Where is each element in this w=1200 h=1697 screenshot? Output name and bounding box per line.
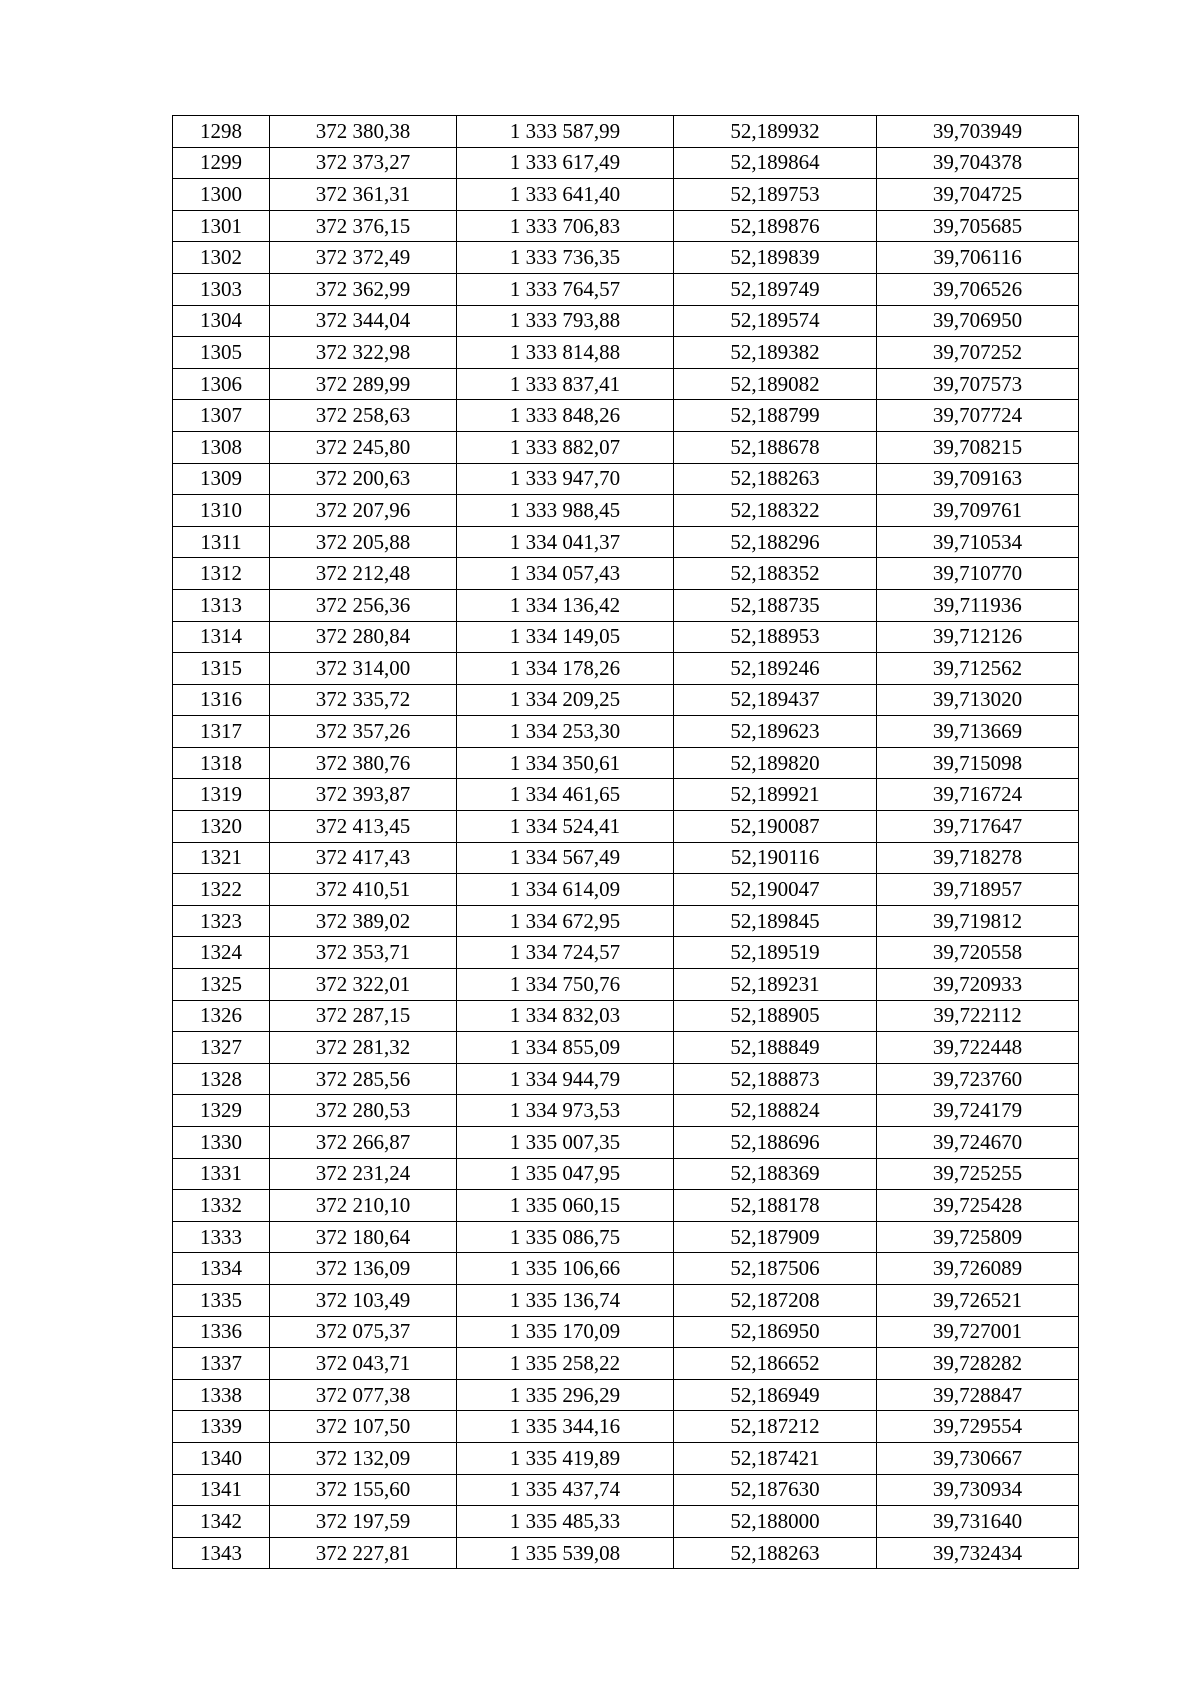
longitude-cell: 39,728282 bbox=[877, 1348, 1079, 1380]
table-row bbox=[173, 653, 1079, 685]
table-row bbox=[173, 1032, 1079, 1064]
y-coordinate-cell: 1 334 350,61 bbox=[457, 747, 674, 779]
table-row bbox=[173, 589, 1079, 621]
point-number-cell: 1315 bbox=[173, 653, 270, 685]
y-coordinate-cell: 1 334 750,76 bbox=[457, 969, 674, 1001]
longitude-cell: 39,718957 bbox=[877, 874, 1079, 906]
table-row bbox=[173, 1474, 1079, 1506]
y-coordinate-cell: 1 334 724,57 bbox=[457, 937, 674, 969]
y-coordinate-cell: 1 333 947,70 bbox=[457, 463, 674, 495]
y-coordinate-cell: 1 334 136,42 bbox=[457, 589, 674, 621]
longitude-cell: 39,715098 bbox=[877, 747, 1079, 779]
y-coordinate-cell: 1 334 057,43 bbox=[457, 558, 674, 590]
point-number-cell: 1322 bbox=[173, 874, 270, 906]
x-coordinate-cell: 372 357,26 bbox=[270, 716, 457, 748]
table-row bbox=[173, 495, 1079, 527]
x-coordinate-cell: 372 136,09 bbox=[270, 1253, 457, 1285]
y-coordinate-cell: 1 335 485,33 bbox=[457, 1506, 674, 1538]
longitude-cell: 39,731640 bbox=[877, 1506, 1079, 1538]
point-number-cell: 1299 bbox=[173, 147, 270, 179]
y-coordinate-cell: 1 335 060,15 bbox=[457, 1190, 674, 1222]
latitude-cell: 52,188263 bbox=[674, 1537, 877, 1569]
x-coordinate-cell: 372 231,24 bbox=[270, 1158, 457, 1190]
longitude-cell: 39,704378 bbox=[877, 147, 1079, 179]
longitude-cell: 39,730667 bbox=[877, 1442, 1079, 1474]
latitude-cell: 52,190047 bbox=[674, 874, 877, 906]
point-number-cell: 1341 bbox=[173, 1474, 270, 1506]
x-coordinate-cell: 372 380,76 bbox=[270, 747, 457, 779]
longitude-cell: 39,706950 bbox=[877, 305, 1079, 337]
longitude-cell: 39,707724 bbox=[877, 400, 1079, 432]
longitude-cell: 39,732434 bbox=[877, 1537, 1079, 1569]
coordinates-table bbox=[172, 115, 1079, 1569]
table-row bbox=[173, 811, 1079, 843]
x-coordinate-cell: 372 280,53 bbox=[270, 1095, 457, 1127]
latitude-cell: 52,188824 bbox=[674, 1095, 877, 1127]
longitude-cell: 39,726089 bbox=[877, 1253, 1079, 1285]
x-coordinate-cell: 372 417,43 bbox=[270, 842, 457, 874]
latitude-cell: 52,189820 bbox=[674, 747, 877, 779]
latitude-cell: 52,189921 bbox=[674, 779, 877, 811]
y-coordinate-cell: 1 335 539,08 bbox=[457, 1537, 674, 1569]
point-number-cell: 1332 bbox=[173, 1190, 270, 1222]
point-number-cell: 1328 bbox=[173, 1063, 270, 1095]
x-coordinate-cell: 372 393,87 bbox=[270, 779, 457, 811]
latitude-cell: 52,188178 bbox=[674, 1190, 877, 1222]
latitude-cell: 52,189845 bbox=[674, 905, 877, 937]
y-coordinate-cell: 1 334 209,25 bbox=[457, 684, 674, 716]
point-number-cell: 1300 bbox=[173, 179, 270, 211]
y-coordinate-cell: 1 334 832,03 bbox=[457, 1000, 674, 1032]
longitude-cell: 39,722448 bbox=[877, 1032, 1079, 1064]
point-number-cell: 1314 bbox=[173, 621, 270, 653]
point-number-cell: 1304 bbox=[173, 305, 270, 337]
point-number-cell: 1334 bbox=[173, 1253, 270, 1285]
longitude-cell: 39,708215 bbox=[877, 431, 1079, 463]
x-coordinate-cell: 372 205,88 bbox=[270, 526, 457, 558]
x-coordinate-cell: 372 207,96 bbox=[270, 495, 457, 527]
y-coordinate-cell: 1 334 178,26 bbox=[457, 653, 674, 685]
latitude-cell: 52,189839 bbox=[674, 242, 877, 274]
point-number-cell: 1340 bbox=[173, 1442, 270, 1474]
x-coordinate-cell: 372 376,15 bbox=[270, 210, 457, 242]
point-number-cell: 1327 bbox=[173, 1032, 270, 1064]
x-coordinate-cell: 372 314,00 bbox=[270, 653, 457, 685]
table-row bbox=[173, 1095, 1079, 1127]
point-number-cell: 1324 bbox=[173, 937, 270, 969]
longitude-cell: 39,710770 bbox=[877, 558, 1079, 590]
latitude-cell: 52,189382 bbox=[674, 337, 877, 369]
longitude-cell: 39,730934 bbox=[877, 1474, 1079, 1506]
table-row bbox=[173, 684, 1079, 716]
x-coordinate-cell: 372 289,99 bbox=[270, 368, 457, 400]
latitude-cell: 52,190116 bbox=[674, 842, 877, 874]
table-row bbox=[173, 779, 1079, 811]
table-row bbox=[173, 526, 1079, 558]
y-coordinate-cell: 1 334 461,65 bbox=[457, 779, 674, 811]
longitude-cell: 39,713020 bbox=[877, 684, 1079, 716]
latitude-cell: 52,187630 bbox=[674, 1474, 877, 1506]
y-coordinate-cell: 1 335 296,29 bbox=[457, 1379, 674, 1411]
latitude-cell: 52,189932 bbox=[674, 116, 877, 148]
x-coordinate-cell: 372 043,71 bbox=[270, 1348, 457, 1380]
longitude-cell: 39,724670 bbox=[877, 1127, 1079, 1159]
point-number-cell: 1320 bbox=[173, 811, 270, 843]
y-coordinate-cell: 1 335 047,95 bbox=[457, 1158, 674, 1190]
table-row bbox=[173, 1537, 1079, 1569]
latitude-cell: 52,187421 bbox=[674, 1442, 877, 1474]
y-coordinate-cell: 1 334 041,37 bbox=[457, 526, 674, 558]
y-coordinate-cell: 1 334 253,30 bbox=[457, 716, 674, 748]
y-coordinate-cell: 1 334 567,49 bbox=[457, 842, 674, 874]
longitude-cell: 39,718278 bbox=[877, 842, 1079, 874]
point-number-cell: 1323 bbox=[173, 905, 270, 937]
latitude-cell: 52,189623 bbox=[674, 716, 877, 748]
latitude-cell: 52,189749 bbox=[674, 273, 877, 305]
point-number-cell: 1330 bbox=[173, 1127, 270, 1159]
y-coordinate-cell: 1 333 736,35 bbox=[457, 242, 674, 274]
y-coordinate-cell: 1 335 437,74 bbox=[457, 1474, 674, 1506]
y-coordinate-cell: 1 334 614,09 bbox=[457, 874, 674, 906]
longitude-cell: 39,704725 bbox=[877, 179, 1079, 211]
y-coordinate-cell: 1 335 136,74 bbox=[457, 1284, 674, 1316]
longitude-cell: 39,728847 bbox=[877, 1379, 1079, 1411]
point-number-cell: 1310 bbox=[173, 495, 270, 527]
x-coordinate-cell: 372 344,04 bbox=[270, 305, 457, 337]
longitude-cell: 39,707252 bbox=[877, 337, 1079, 369]
x-coordinate-cell: 372 212,48 bbox=[270, 558, 457, 590]
point-number-cell: 1321 bbox=[173, 842, 270, 874]
table-row bbox=[173, 1127, 1079, 1159]
x-coordinate-cell: 372 227,81 bbox=[270, 1537, 457, 1569]
table-row bbox=[173, 1000, 1079, 1032]
y-coordinate-cell: 1 335 344,16 bbox=[457, 1411, 674, 1443]
x-coordinate-cell: 372 266,87 bbox=[270, 1127, 457, 1159]
point-number-cell: 1325 bbox=[173, 969, 270, 1001]
table-row bbox=[173, 716, 1079, 748]
y-coordinate-cell: 1 333 988,45 bbox=[457, 495, 674, 527]
table-row bbox=[173, 1221, 1079, 1253]
table-row bbox=[173, 1253, 1079, 1285]
latitude-cell: 52,189574 bbox=[674, 305, 877, 337]
point-number-cell: 1336 bbox=[173, 1316, 270, 1348]
point-number-cell: 1298 bbox=[173, 116, 270, 148]
longitude-cell: 39,725255 bbox=[877, 1158, 1079, 1190]
longitude-cell: 39,719812 bbox=[877, 905, 1079, 937]
table-row bbox=[173, 1063, 1079, 1095]
table-row bbox=[173, 116, 1079, 148]
x-coordinate-cell: 372 380,38 bbox=[270, 116, 457, 148]
y-coordinate-cell: 1 335 419,89 bbox=[457, 1442, 674, 1474]
latitude-cell: 52,186652 bbox=[674, 1348, 877, 1380]
latitude-cell: 52,189246 bbox=[674, 653, 877, 685]
y-coordinate-cell: 1 333 617,49 bbox=[457, 147, 674, 179]
y-coordinate-cell: 1 333 706,83 bbox=[457, 210, 674, 242]
table-row bbox=[173, 273, 1079, 305]
table-row bbox=[173, 242, 1079, 274]
latitude-cell: 52,189231 bbox=[674, 969, 877, 1001]
point-number-cell: 1335 bbox=[173, 1284, 270, 1316]
y-coordinate-cell: 1 333 882,07 bbox=[457, 431, 674, 463]
x-coordinate-cell: 372 132,09 bbox=[270, 1442, 457, 1474]
table-row bbox=[173, 305, 1079, 337]
x-coordinate-cell: 372 413,45 bbox=[270, 811, 457, 843]
latitude-cell: 52,187212 bbox=[674, 1411, 877, 1443]
latitude-cell: 52,188678 bbox=[674, 431, 877, 463]
longitude-cell: 39,707573 bbox=[877, 368, 1079, 400]
y-coordinate-cell: 1 334 672,95 bbox=[457, 905, 674, 937]
point-number-cell: 1329 bbox=[173, 1095, 270, 1127]
x-coordinate-cell: 372 335,72 bbox=[270, 684, 457, 716]
x-coordinate-cell: 372 180,64 bbox=[270, 1221, 457, 1253]
longitude-cell: 39,725809 bbox=[877, 1221, 1079, 1253]
y-coordinate-cell: 1 334 524,41 bbox=[457, 811, 674, 843]
latitude-cell: 52,187506 bbox=[674, 1253, 877, 1285]
point-number-cell: 1301 bbox=[173, 210, 270, 242]
longitude-cell: 39,727001 bbox=[877, 1316, 1079, 1348]
latitude-cell: 52,188905 bbox=[674, 1000, 877, 1032]
latitude-cell: 52,190087 bbox=[674, 811, 877, 843]
latitude-cell: 52,189519 bbox=[674, 937, 877, 969]
x-coordinate-cell: 372 322,01 bbox=[270, 969, 457, 1001]
table-row bbox=[173, 969, 1079, 1001]
longitude-cell: 39,712126 bbox=[877, 621, 1079, 653]
point-number-cell: 1313 bbox=[173, 589, 270, 621]
point-number-cell: 1316 bbox=[173, 684, 270, 716]
longitude-cell: 39,726521 bbox=[877, 1284, 1079, 1316]
y-coordinate-cell: 1 333 848,26 bbox=[457, 400, 674, 432]
longitude-cell: 39,705685 bbox=[877, 210, 1079, 242]
point-number-cell: 1317 bbox=[173, 716, 270, 748]
table-row bbox=[173, 1411, 1079, 1443]
y-coordinate-cell: 1 333 793,88 bbox=[457, 305, 674, 337]
y-coordinate-cell: 1 335 106,66 bbox=[457, 1253, 674, 1285]
longitude-cell: 39,703949 bbox=[877, 116, 1079, 148]
longitude-cell: 39,724179 bbox=[877, 1095, 1079, 1127]
longitude-cell: 39,720558 bbox=[877, 937, 1079, 969]
table-row bbox=[173, 400, 1079, 432]
longitude-cell: 39,710534 bbox=[877, 526, 1079, 558]
table-row bbox=[173, 1379, 1079, 1411]
x-coordinate-cell: 372 155,60 bbox=[270, 1474, 457, 1506]
x-coordinate-cell: 372 353,71 bbox=[270, 937, 457, 969]
x-coordinate-cell: 372 410,51 bbox=[270, 874, 457, 906]
x-coordinate-cell: 372 075,37 bbox=[270, 1316, 457, 1348]
y-coordinate-cell: 1 334 973,53 bbox=[457, 1095, 674, 1127]
point-number-cell: 1306 bbox=[173, 368, 270, 400]
latitude-cell: 52,188263 bbox=[674, 463, 877, 495]
y-coordinate-cell: 1 335 258,22 bbox=[457, 1348, 674, 1380]
table-row bbox=[173, 1190, 1079, 1222]
point-number-cell: 1307 bbox=[173, 400, 270, 432]
point-number-cell: 1342 bbox=[173, 1506, 270, 1538]
table-row bbox=[173, 1348, 1079, 1380]
y-coordinate-cell: 1 333 641,40 bbox=[457, 179, 674, 211]
x-coordinate-cell: 372 280,84 bbox=[270, 621, 457, 653]
table-row bbox=[173, 1284, 1079, 1316]
point-number-cell: 1303 bbox=[173, 273, 270, 305]
point-number-cell: 1305 bbox=[173, 337, 270, 369]
table-row bbox=[173, 1442, 1079, 1474]
longitude-cell: 39,722112 bbox=[877, 1000, 1079, 1032]
y-coordinate-cell: 1 333 764,57 bbox=[457, 273, 674, 305]
latitude-cell: 52,189753 bbox=[674, 179, 877, 211]
y-coordinate-cell: 1 334 944,79 bbox=[457, 1063, 674, 1095]
x-coordinate-cell: 372 285,56 bbox=[270, 1063, 457, 1095]
latitude-cell: 52,188352 bbox=[674, 558, 877, 590]
x-coordinate-cell: 372 287,15 bbox=[270, 1000, 457, 1032]
latitude-cell: 52,189864 bbox=[674, 147, 877, 179]
point-number-cell: 1337 bbox=[173, 1348, 270, 1380]
x-coordinate-cell: 372 362,99 bbox=[270, 273, 457, 305]
x-coordinate-cell: 372 210,10 bbox=[270, 1190, 457, 1222]
table-row bbox=[173, 337, 1079, 369]
y-coordinate-cell: 1 335 086,75 bbox=[457, 1221, 674, 1253]
table-row bbox=[173, 431, 1079, 463]
x-coordinate-cell: 372 256,36 bbox=[270, 589, 457, 621]
longitude-cell: 39,723760 bbox=[877, 1063, 1079, 1095]
y-coordinate-cell: 1 333 837,41 bbox=[457, 368, 674, 400]
x-coordinate-cell: 372 372,49 bbox=[270, 242, 457, 274]
table-row bbox=[173, 874, 1079, 906]
table-row bbox=[173, 463, 1079, 495]
longitude-cell: 39,716724 bbox=[877, 779, 1079, 811]
table-row bbox=[173, 179, 1079, 211]
longitude-cell: 39,717647 bbox=[877, 811, 1079, 843]
x-coordinate-cell: 372 245,80 bbox=[270, 431, 457, 463]
table-row bbox=[173, 558, 1079, 590]
table-row bbox=[173, 147, 1079, 179]
table-row bbox=[173, 621, 1079, 653]
point-number-cell: 1308 bbox=[173, 431, 270, 463]
table-row bbox=[173, 1506, 1079, 1538]
longitude-cell: 39,720933 bbox=[877, 969, 1079, 1001]
y-coordinate-cell: 1 333 587,99 bbox=[457, 116, 674, 148]
latitude-cell: 52,188000 bbox=[674, 1506, 877, 1538]
latitude-cell: 52,189876 bbox=[674, 210, 877, 242]
table-row bbox=[173, 1158, 1079, 1190]
longitude-cell: 39,711936 bbox=[877, 589, 1079, 621]
longitude-cell: 39,729554 bbox=[877, 1411, 1079, 1443]
longitude-cell: 39,713669 bbox=[877, 716, 1079, 748]
longitude-cell: 39,725428 bbox=[877, 1190, 1079, 1222]
latitude-cell: 52,188735 bbox=[674, 589, 877, 621]
longitude-cell: 39,709761 bbox=[877, 495, 1079, 527]
longitude-cell: 39,709163 bbox=[877, 463, 1079, 495]
latitude-cell: 52,188296 bbox=[674, 526, 877, 558]
point-number-cell: 1309 bbox=[173, 463, 270, 495]
x-coordinate-cell: 372 077,38 bbox=[270, 1379, 457, 1411]
x-coordinate-cell: 372 107,50 bbox=[270, 1411, 457, 1443]
table-row bbox=[173, 368, 1079, 400]
x-coordinate-cell: 372 322,98 bbox=[270, 337, 457, 369]
latitude-cell: 52,186950 bbox=[674, 1316, 877, 1348]
latitude-cell: 52,188799 bbox=[674, 400, 877, 432]
table-row bbox=[173, 1316, 1079, 1348]
y-coordinate-cell: 1 334 149,05 bbox=[457, 621, 674, 653]
point-number-cell: 1318 bbox=[173, 747, 270, 779]
point-number-cell: 1338 bbox=[173, 1379, 270, 1411]
point-number-cell: 1343 bbox=[173, 1537, 270, 1569]
latitude-cell: 52,189437 bbox=[674, 684, 877, 716]
table-row bbox=[173, 747, 1079, 779]
x-coordinate-cell: 372 200,63 bbox=[270, 463, 457, 495]
y-coordinate-cell: 1 334 855,09 bbox=[457, 1032, 674, 1064]
x-coordinate-cell: 372 373,27 bbox=[270, 147, 457, 179]
latitude-cell: 52,187208 bbox=[674, 1284, 877, 1316]
x-coordinate-cell: 372 361,31 bbox=[270, 179, 457, 211]
latitude-cell: 52,188953 bbox=[674, 621, 877, 653]
point-number-cell: 1302 bbox=[173, 242, 270, 274]
latitude-cell: 52,186949 bbox=[674, 1379, 877, 1411]
longitude-cell: 39,706526 bbox=[877, 273, 1079, 305]
x-coordinate-cell: 372 103,49 bbox=[270, 1284, 457, 1316]
x-coordinate-cell: 372 197,59 bbox=[270, 1506, 457, 1538]
y-coordinate-cell: 1 335 170,09 bbox=[457, 1316, 674, 1348]
latitude-cell: 52,187909 bbox=[674, 1221, 877, 1253]
table-row bbox=[173, 210, 1079, 242]
latitude-cell: 52,188322 bbox=[674, 495, 877, 527]
point-number-cell: 1331 bbox=[173, 1158, 270, 1190]
longitude-cell: 39,712562 bbox=[877, 653, 1079, 685]
table-row bbox=[173, 937, 1079, 969]
point-number-cell: 1312 bbox=[173, 558, 270, 590]
x-coordinate-cell: 372 281,32 bbox=[270, 1032, 457, 1064]
table-row bbox=[173, 842, 1079, 874]
coordinates-table-body bbox=[173, 116, 1079, 1569]
longitude-cell: 39,706116 bbox=[877, 242, 1079, 274]
latitude-cell: 52,188849 bbox=[674, 1032, 877, 1064]
x-coordinate-cell: 372 258,63 bbox=[270, 400, 457, 432]
table-row bbox=[173, 905, 1079, 937]
point-number-cell: 1311 bbox=[173, 526, 270, 558]
latitude-cell: 52,188873 bbox=[674, 1063, 877, 1095]
point-number-cell: 1326 bbox=[173, 1000, 270, 1032]
y-coordinate-cell: 1 333 814,88 bbox=[457, 337, 674, 369]
latitude-cell: 52,188369 bbox=[674, 1158, 877, 1190]
point-number-cell: 1319 bbox=[173, 779, 270, 811]
point-number-cell: 1339 bbox=[173, 1411, 270, 1443]
y-coordinate-cell: 1 335 007,35 bbox=[457, 1127, 674, 1159]
latitude-cell: 52,188696 bbox=[674, 1127, 877, 1159]
point-number-cell: 1333 bbox=[173, 1221, 270, 1253]
x-coordinate-cell: 372 389,02 bbox=[270, 905, 457, 937]
latitude-cell: 52,189082 bbox=[674, 368, 877, 400]
